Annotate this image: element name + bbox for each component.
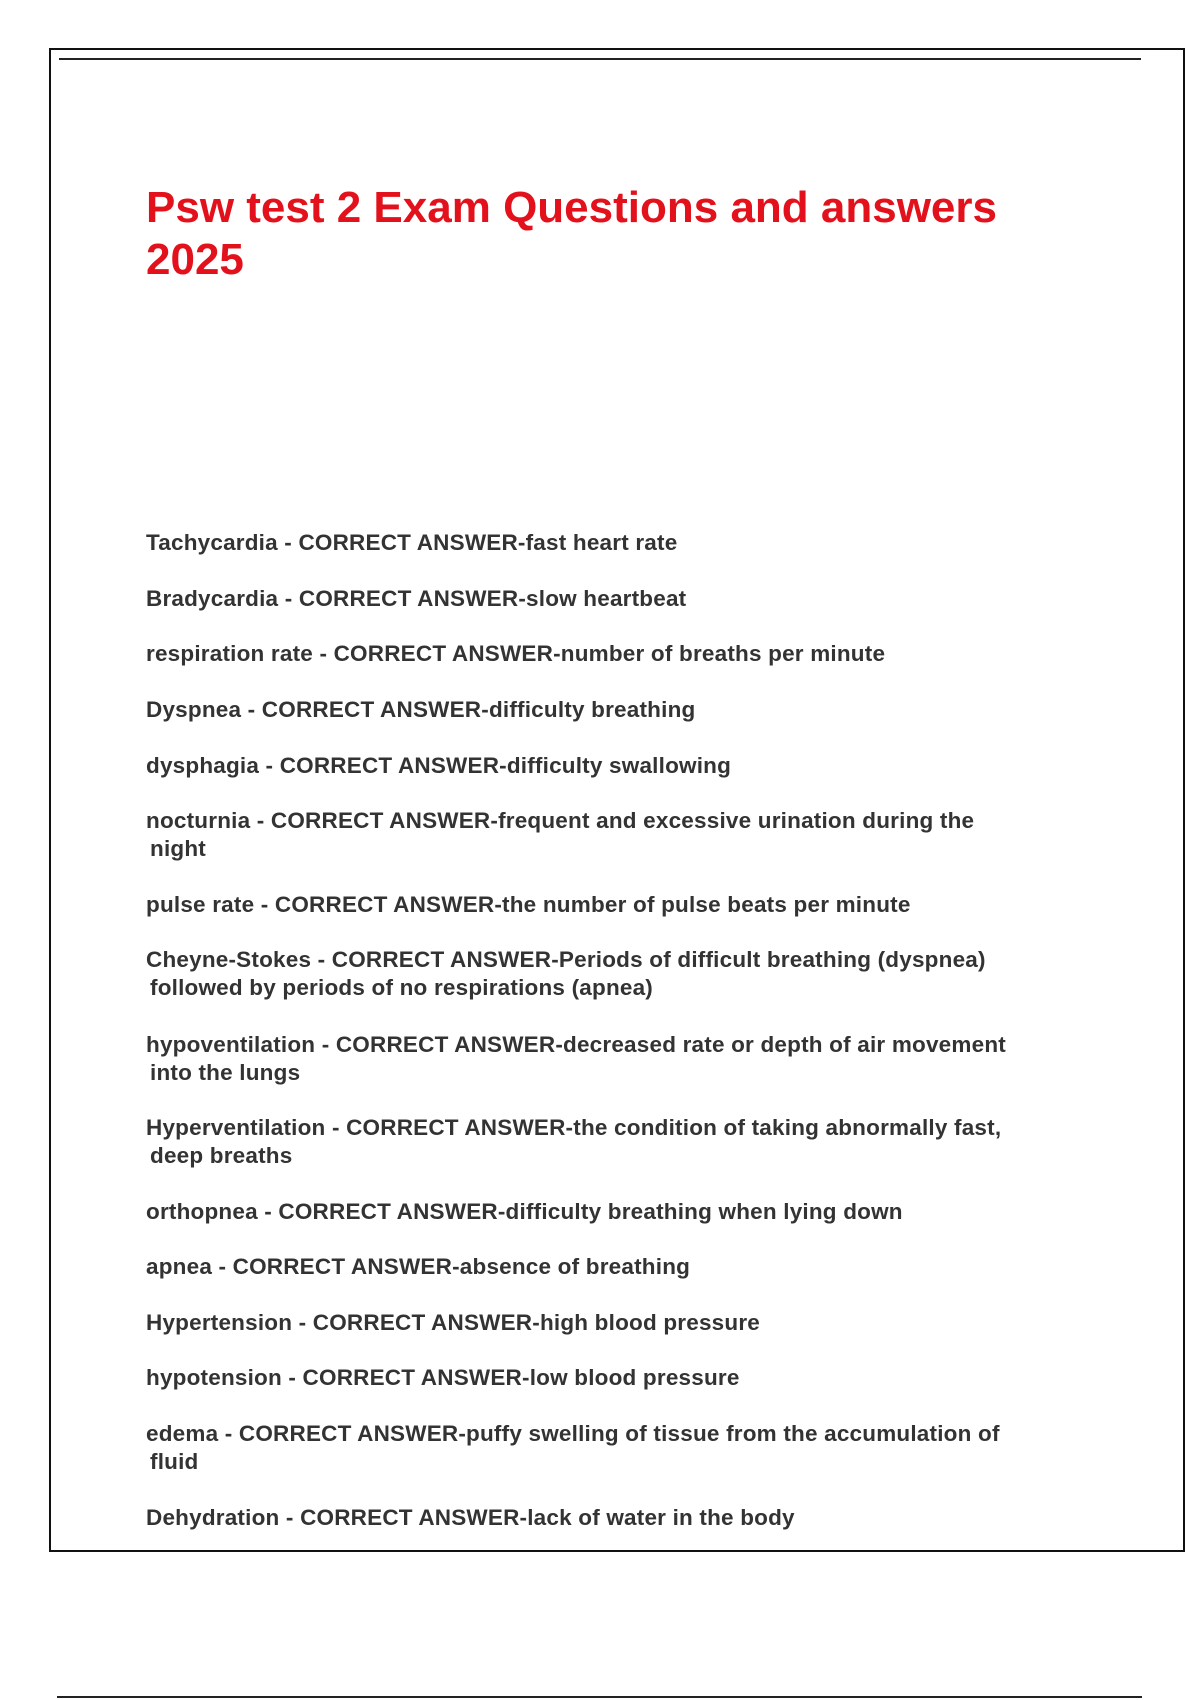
- qa-separator: - CORRECT ANSWER-: [279, 1505, 528, 1530]
- qa-separator: - CORRECT ANSWER-: [257, 1199, 506, 1224]
- qa-answer: difficulty swallowing: [506, 753, 732, 778]
- qa-answer: puffy swelling of tissue from the accumulation of: [466, 1421, 1000, 1446]
- qa-answer: low blood pressure: [529, 1365, 740, 1390]
- qa-answer: the number of pulse beats per minute: [502, 892, 911, 917]
- qa-separator: - CORRECT ANSWER-: [281, 1365, 530, 1390]
- qa-item: [146, 1031, 1136, 1087]
- qa-separator: - CORRECT ANSWER-: [250, 808, 499, 833]
- document-title: Psw test 2 Exam Questions and answers 2025: [146, 183, 997, 284]
- qa-separator: - CORRECT ANSWER-: [241, 697, 489, 722]
- qa-item: [146, 891, 1136, 919]
- qa-separator: - CORRECT ANSWER-: [277, 530, 526, 555]
- qa-item: [146, 1309, 1136, 1337]
- qa-separator: - CORRECT ANSWER-: [311, 947, 559, 972]
- qa-answer: the condition of taking abnormally fast,: [573, 1115, 1002, 1140]
- qa-answer: lack of water in the body: [527, 1505, 795, 1530]
- qa-separator: - CORRECT ANSWER-: [254, 892, 503, 917]
- qa-answer-continuation: followed by periods of no respirations (apnea): [150, 975, 654, 1000]
- qa-item: [146, 1504, 1136, 1532]
- qa-answer: absence of breathing: [459, 1254, 691, 1279]
- qa-term: Dehydration: [146, 1505, 280, 1530]
- qa-answer: Periods of difficult breathing (dyspnea): [558, 947, 986, 972]
- qa-separator: - CORRECT ANSWER-: [325, 1115, 574, 1140]
- qa-term: Tachycardia: [146, 530, 278, 555]
- qa-item: [146, 1420, 1136, 1476]
- qa-item: [146, 752, 1136, 780]
- qa-separator: - CORRECT ANSWER-: [315, 1032, 564, 1057]
- qa-answer-continuation: deep breaths: [150, 1143, 293, 1168]
- qa-item: [146, 640, 1136, 668]
- qa-term: apnea: [146, 1254, 213, 1279]
- qa-item: [146, 1253, 1136, 1281]
- qa-answer-continuation: fluid: [150, 1449, 199, 1474]
- qa-item: [146, 1364, 1136, 1392]
- qa-separator: - CORRECT ANSWER-: [218, 1421, 467, 1446]
- bottom-rule: [57, 1696, 1142, 1698]
- qa-answer: fast heart rate: [525, 530, 678, 555]
- qa-item: [146, 807, 1136, 863]
- qa-term: pulse rate: [146, 892, 255, 917]
- qa-answer-continuation: into the lungs: [150, 1060, 301, 1085]
- qa-answer: difficulty breathing when lying down: [505, 1199, 903, 1224]
- qa-term: Hypertension: [146, 1310, 293, 1335]
- qa-answer: decreased rate or depth of air movement: [563, 1032, 1006, 1057]
- qa-item: [146, 1114, 1136, 1170]
- qa-item: [146, 1198, 1136, 1226]
- page-frame: [49, 48, 1185, 1552]
- qa-term: dysphagia: [146, 753, 260, 778]
- qa-term: Cheyne-Stokes: [146, 947, 312, 972]
- qa-term: hypoventilation: [146, 1032, 316, 1057]
- qa-answer: slow heartbeat: [526, 586, 687, 611]
- qa-item: [146, 529, 1136, 557]
- qa-answer: number of breaths per minute: [560, 641, 886, 666]
- qa-separator: - CORRECT ANSWER-: [313, 641, 561, 666]
- qa-term: edema: [146, 1421, 219, 1446]
- qa-item: [146, 946, 1136, 1002]
- qa-answer: frequent and excessive urination during the: [498, 808, 975, 833]
- qa-term: respiration rate: [146, 641, 314, 666]
- qa-term: Hyperventilation: [146, 1115, 326, 1140]
- qa-term: nocturnia: [146, 808, 251, 833]
- qa-answer: difficulty breathing: [488, 697, 696, 722]
- qa-term: Dyspnea: [146, 697, 242, 722]
- qa-term: orthopnea: [146, 1199, 258, 1224]
- qa-answer-continuation: night: [150, 836, 206, 861]
- qa-term: hypotension: [146, 1365, 282, 1390]
- qa-separator: - CORRECT ANSWER-: [278, 586, 527, 611]
- qa-separator: - CORRECT ANSWER-: [259, 753, 507, 778]
- qa-item: [146, 585, 1136, 613]
- qa-item: [146, 696, 1136, 724]
- top-rule: [59, 58, 1141, 60]
- qa-separator: - CORRECT ANSWER-: [292, 1310, 540, 1335]
- qa-answer: high blood pressure: [539, 1310, 761, 1335]
- qa-term: Bradycardia: [146, 586, 279, 611]
- qa-separator: - CORRECT ANSWER-: [212, 1254, 460, 1279]
